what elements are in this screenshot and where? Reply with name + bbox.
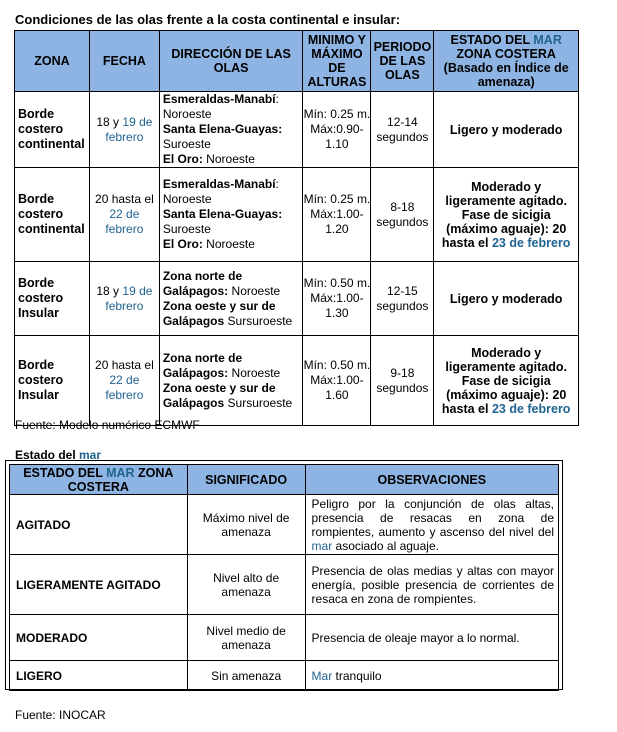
estado-cell: AGITADO bbox=[10, 495, 188, 555]
estado-cell bbox=[434, 262, 579, 336]
direccion-zone: Santa Elena-Guayas: bbox=[162, 122, 283, 136]
direccion-zone: Esmeraldas-Manabí bbox=[162, 177, 276, 191]
direccion-value: Noroeste bbox=[202, 152, 255, 166]
obs-text-post: tranquilo bbox=[332, 668, 382, 683]
estado-label-mar: mar bbox=[79, 448, 102, 462]
direccion-zone: Esmeraldas-Manabí bbox=[162, 92, 276, 106]
observaciones-cell bbox=[305, 615, 558, 661]
table-row bbox=[10, 555, 559, 615]
estado-date: 23 de febrero bbox=[491, 401, 571, 416]
sea-state-table bbox=[9, 464, 559, 691]
table-row bbox=[15, 168, 579, 262]
header-estado-post: ZONA COSTERA (Basado en Índice de amenaza) bbox=[443, 47, 569, 89]
estado-cell: MODERADO bbox=[10, 615, 188, 661]
direccion-value: Sursuroeste bbox=[224, 313, 293, 328]
direccion-value: Noroeste bbox=[202, 237, 255, 251]
zona-cell: Borde costero continental bbox=[15, 168, 90, 262]
direccion-line bbox=[163, 381, 303, 411]
estado-text: Ligero y moderado bbox=[449, 122, 563, 137]
table-row bbox=[15, 262, 579, 336]
direccion-line bbox=[163, 237, 303, 252]
header-periodo: PERIODO DE LAS OLAS bbox=[371, 31, 434, 92]
header-estado bbox=[434, 31, 579, 92]
header-estado-costera bbox=[10, 465, 188, 495]
zona-cell: Borde costero Insular bbox=[15, 336, 90, 426]
estado-text: Moderado y ligeramente agitado. Fase de sicigia (máximo aguaje): 20 hasta el bbox=[441, 179, 567, 250]
direccion-line bbox=[163, 207, 303, 237]
significado-cell: Nivel medio de amenaza bbox=[187, 615, 305, 661]
alturas-cell: Mín: 0.50 m. Máx:1.00-1.30 bbox=[303, 262, 371, 336]
header-significado: SIGNIFICADO bbox=[187, 465, 305, 495]
observaciones-cell bbox=[305, 555, 558, 615]
estado-text: Moderado y ligeramente agitado. Fase de sicigia (máximo aguaje): 20 hasta el bbox=[441, 345, 567, 416]
fecha-date: 22 de febrero bbox=[105, 207, 144, 236]
periodo-cell: 9-18 segundos bbox=[371, 336, 434, 426]
direccion-value: Sursuroeste bbox=[224, 395, 293, 410]
direccion-zone: Santa Elena-Guayas: bbox=[162, 207, 283, 221]
header-fecha: FECHA bbox=[89, 31, 159, 92]
direccion-line bbox=[163, 152, 303, 167]
fecha-cell bbox=[89, 336, 159, 426]
obs-mar: mar bbox=[311, 538, 333, 553]
direccion-cell bbox=[159, 92, 303, 168]
page-title: Condiciones de las olas frente a la costa continental e insular: bbox=[15, 12, 401, 27]
direccion-zone: Zona oeste y sur de Galápagos bbox=[162, 380, 276, 410]
estado-cell bbox=[434, 92, 579, 168]
fecha-text: 18 y bbox=[96, 114, 123, 129]
estado-cell: LIGERAMENTE AGITADO bbox=[10, 555, 188, 615]
direccion-line bbox=[163, 351, 303, 381]
fecha-date: 19 de febrero bbox=[105, 283, 153, 313]
fecha-date: 22 de febrero bbox=[105, 373, 144, 402]
t2-header-pre: ESTADO DEL bbox=[23, 465, 107, 480]
direccion-value: Suroeste bbox=[162, 137, 211, 151]
significado-cell: Sin amenaza bbox=[187, 661, 305, 691]
alturas-cell: Mín: 0.25 m. Máx:1.00-1.20 bbox=[303, 168, 371, 262]
direccion-cell bbox=[159, 336, 303, 426]
obs-text: Presencia de olas medias y altas con mayor energía, posible presencia de corrientes de resaca en zona de rompientes. bbox=[311, 563, 554, 606]
fecha-text: 18 y bbox=[96, 283, 123, 298]
zona-cell: Borde costero continental bbox=[15, 92, 90, 168]
header-zona: ZONA bbox=[15, 31, 90, 92]
fecha-text: 20 hasta el bbox=[95, 192, 154, 206]
table-row bbox=[15, 92, 579, 168]
table-row bbox=[10, 661, 559, 691]
periodo-cell: 12-14 segundos bbox=[371, 92, 434, 168]
fecha-date: 19 de febrero bbox=[105, 114, 153, 144]
t2-header-mar: MAR bbox=[106, 465, 135, 480]
estado-text: Ligero y moderado bbox=[449, 291, 563, 306]
direccion-zone: El Oro: bbox=[162, 152, 203, 166]
direccion-line bbox=[163, 177, 303, 207]
estado-cell bbox=[434, 168, 579, 262]
alturas-cell: Mín: 0.50 m. Máx:1.00-1.60 bbox=[303, 336, 371, 426]
direccion-value: Noroeste bbox=[228, 365, 281, 380]
significado-cell: Nivel alto de amenaza bbox=[187, 555, 305, 615]
fecha-cell bbox=[89, 262, 159, 336]
estado-cell bbox=[434, 336, 579, 426]
obs-text: Peligro por la conjunción de olas altas, presencia de resacas en zona de rompientes, aumento y ascenso del nivel del bbox=[311, 496, 554, 539]
table-row bbox=[15, 336, 579, 426]
zona-cell: Borde costero Insular bbox=[15, 262, 90, 336]
periodo-cell: 12-15 segundos bbox=[371, 262, 434, 336]
significado-cell: Máximo nivel de amenaza bbox=[187, 495, 305, 555]
header-estado-mar: MAR bbox=[533, 33, 562, 47]
direccion-zone: El Oro: bbox=[162, 237, 203, 251]
estado-label-pre: Estado del bbox=[15, 448, 80, 462]
table-header-row bbox=[10, 465, 559, 495]
table-row bbox=[10, 615, 559, 661]
wave-conditions-table bbox=[14, 30, 579, 426]
direccion-zone: Zona norte de Galápagos: bbox=[162, 350, 243, 380]
obs-mar: Mar bbox=[311, 668, 333, 683]
table-row bbox=[10, 495, 559, 555]
sea-state-table-frame bbox=[5, 460, 563, 690]
observaciones-cell bbox=[305, 495, 558, 555]
table-header-row bbox=[15, 31, 579, 92]
alturas-cell: Mín: 0.25 m. Máx:0.90-1.10 bbox=[303, 92, 371, 168]
direccion-zone: Zona oeste y sur de Galápagos bbox=[162, 298, 276, 328]
header-alturas: MINIMO Y MÁXIMO DE ALTURAS bbox=[303, 31, 371, 92]
observaciones-cell bbox=[305, 661, 558, 691]
direccion-value: : Noroeste bbox=[162, 177, 279, 206]
obs-text-post: asociado al aguaje. bbox=[332, 538, 439, 553]
direccion-cell bbox=[159, 168, 303, 262]
direccion-cell bbox=[159, 262, 303, 336]
estado-cell: LIGERO bbox=[10, 661, 188, 691]
direccion-value: : Noroeste bbox=[162, 92, 279, 121]
fecha-cell bbox=[89, 168, 159, 262]
fecha-text: 20 hasta el bbox=[95, 358, 154, 372]
estado-date: 23 de febrero bbox=[491, 235, 571, 250]
direccion-zone: Zona norte de Galápagos: bbox=[162, 268, 243, 298]
obs-text: Presencia de oleaje mayor a lo normal. bbox=[311, 630, 520, 645]
header-direccion: DIRECCIÓN DE LAS OLAS bbox=[159, 31, 303, 92]
header-observaciones: OBSERVACIONES bbox=[305, 465, 558, 495]
periodo-cell: 8-18 segundos bbox=[371, 168, 434, 262]
direccion-line bbox=[163, 92, 303, 122]
fecha-cell bbox=[89, 92, 159, 168]
direccion-value: Suroeste bbox=[162, 222, 211, 236]
source-note-inocar: Fuente: INOCAR bbox=[15, 708, 106, 722]
header-estado-pre: ESTADO DEL bbox=[450, 33, 534, 47]
source-note-ecmwf: Fuente: Modelo numérico ECMWF bbox=[15, 418, 200, 432]
t2-header-post: ZONA COSTERA bbox=[67, 465, 174, 494]
direccion-value: Noroeste bbox=[228, 283, 281, 298]
direccion-line bbox=[163, 299, 303, 329]
direccion-line bbox=[163, 269, 303, 299]
direccion-line bbox=[163, 122, 303, 152]
